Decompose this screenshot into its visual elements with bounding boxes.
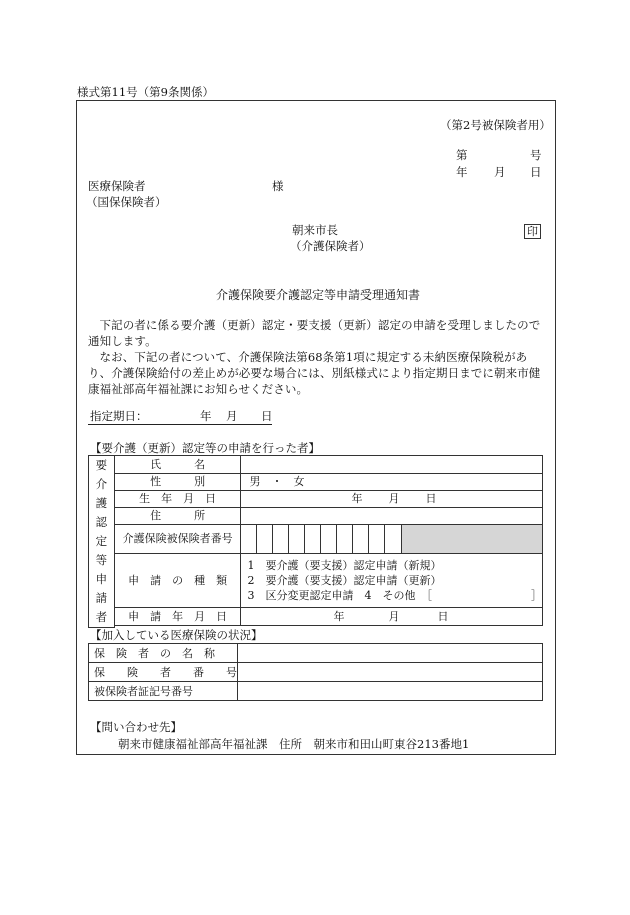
applicant-side-label: 要 介 護 認 定 等 申 請 者 bbox=[89, 456, 115, 628]
insured-number-digit[interactable] bbox=[385, 524, 401, 553]
date-day: 日 bbox=[530, 165, 542, 179]
form-number: 様式第11号（第9条関係） bbox=[77, 85, 214, 99]
seal-mark: 印 bbox=[524, 224, 541, 239]
insured-number-digit[interactable] bbox=[305, 524, 321, 553]
application-date-field[interactable]: 年 月 日 bbox=[241, 607, 543, 625]
insurance-section-heading: 【加入している医療保険の状況】 bbox=[90, 628, 263, 642]
name-label: 氏 名 bbox=[114, 456, 241, 474]
date-year: 年 bbox=[456, 165, 468, 179]
sex-field[interactable]: 男 ・ 女 bbox=[241, 473, 543, 490]
document-title: 介護保険要介護認定等申請受理通知書 bbox=[216, 288, 421, 302]
deadline-year: 年 bbox=[200, 409, 212, 423]
insured-card-number-field[interactable] bbox=[238, 682, 543, 701]
application-date-label: 申 請 年 月 日 bbox=[114, 607, 241, 625]
insured-card-number-label: 被保険者証記号番号 bbox=[89, 682, 238, 701]
insurer-name-label: 保 険 者 の 名 称 bbox=[89, 644, 238, 663]
insured-number-label: 介護保険被保険者番号 bbox=[114, 524, 241, 553]
insured-number-digit[interactable] bbox=[369, 524, 385, 553]
dob-label: 生 年 月 日 bbox=[114, 490, 241, 507]
insured-number-digit[interactable] bbox=[353, 524, 369, 553]
insurance-table bbox=[88, 643, 543, 701]
applicant-table bbox=[88, 455, 543, 628]
insured-number-digit[interactable] bbox=[241, 524, 257, 553]
sender-name: 朝来市長 bbox=[292, 223, 338, 237]
application-type-option-2[interactable]: 2 要介護（要支援）認定申請（更新） bbox=[247, 573, 442, 587]
document-number-prefix: 第 bbox=[456, 148, 468, 162]
dob-field[interactable]: 年 月 日 bbox=[241, 490, 543, 507]
insurer-name-field[interactable] bbox=[238, 644, 543, 663]
insurer-number-label: 保 険 者 番 号 bbox=[89, 663, 238, 682]
insurer-number-field[interactable] bbox=[238, 663, 543, 682]
contact-heading: 【問い合わせ先】 bbox=[90, 720, 182, 734]
contact-text: 朝来市健康福祉部高年福祉課 住所 朝来市和田山町東谷213番地1 bbox=[118, 737, 470, 751]
application-type-options[interactable] bbox=[241, 553, 543, 607]
insured-number-digit[interactable] bbox=[257, 524, 273, 553]
address-field[interactable] bbox=[241, 507, 543, 524]
insured-type-label: （第2号被保険者用） bbox=[440, 118, 551, 132]
insured-number-shaded-area bbox=[401, 524, 543, 553]
address-label: 住 所 bbox=[114, 507, 241, 524]
application-type-option-3[interactable]: 3 区分変更認定申請 4 その他 ［ ］ bbox=[247, 588, 542, 602]
insured-number-digit[interactable] bbox=[289, 524, 305, 553]
body-paragraph-2: なお、下記の者について、介護保険法第68条第1項に規定する未納医療保険税があり、介護保険給付の差止めが必要な場合には、別紙様式により指定期日までに朝来市健康福祉部高年福祉課にお知らせください。 bbox=[88, 350, 541, 396]
name-field[interactable] bbox=[241, 456, 543, 474]
deadline-month: 月 bbox=[226, 409, 238, 423]
addressee-subtitle: （国保保険者） bbox=[86, 195, 167, 209]
sex-label: 性 別 bbox=[114, 473, 241, 490]
deadline-day: 日 bbox=[261, 409, 273, 423]
deadline-underline bbox=[88, 424, 272, 425]
applicant-section-heading: 【要介護（更新）認定等の申請を行った者】 bbox=[90, 441, 320, 455]
sender-subtitle: （介護保険者） bbox=[290, 239, 371, 253]
insured-number-digit[interactable] bbox=[337, 524, 353, 553]
addressee-honorific: 様 bbox=[272, 179, 284, 193]
date-month: 月 bbox=[494, 165, 506, 179]
deadline-label: 指定期日： bbox=[90, 409, 148, 423]
insured-number-digit[interactable] bbox=[321, 524, 337, 553]
insured-number-digit[interactable] bbox=[273, 524, 289, 553]
body-paragraph-1: 下記の者に係る要介護（更新）認定・要支援（更新）認定の申請を受理しましたので通知します。 bbox=[88, 318, 541, 348]
addressee-name: 医療保険者 bbox=[88, 179, 146, 193]
document-number-suffix: 号 bbox=[530, 148, 542, 162]
application-type-label: 申 請 の 種 類 bbox=[114, 553, 241, 607]
application-type-option-1[interactable]: 1 要介護（要支援）認定申請（新規） bbox=[247, 558, 442, 572]
